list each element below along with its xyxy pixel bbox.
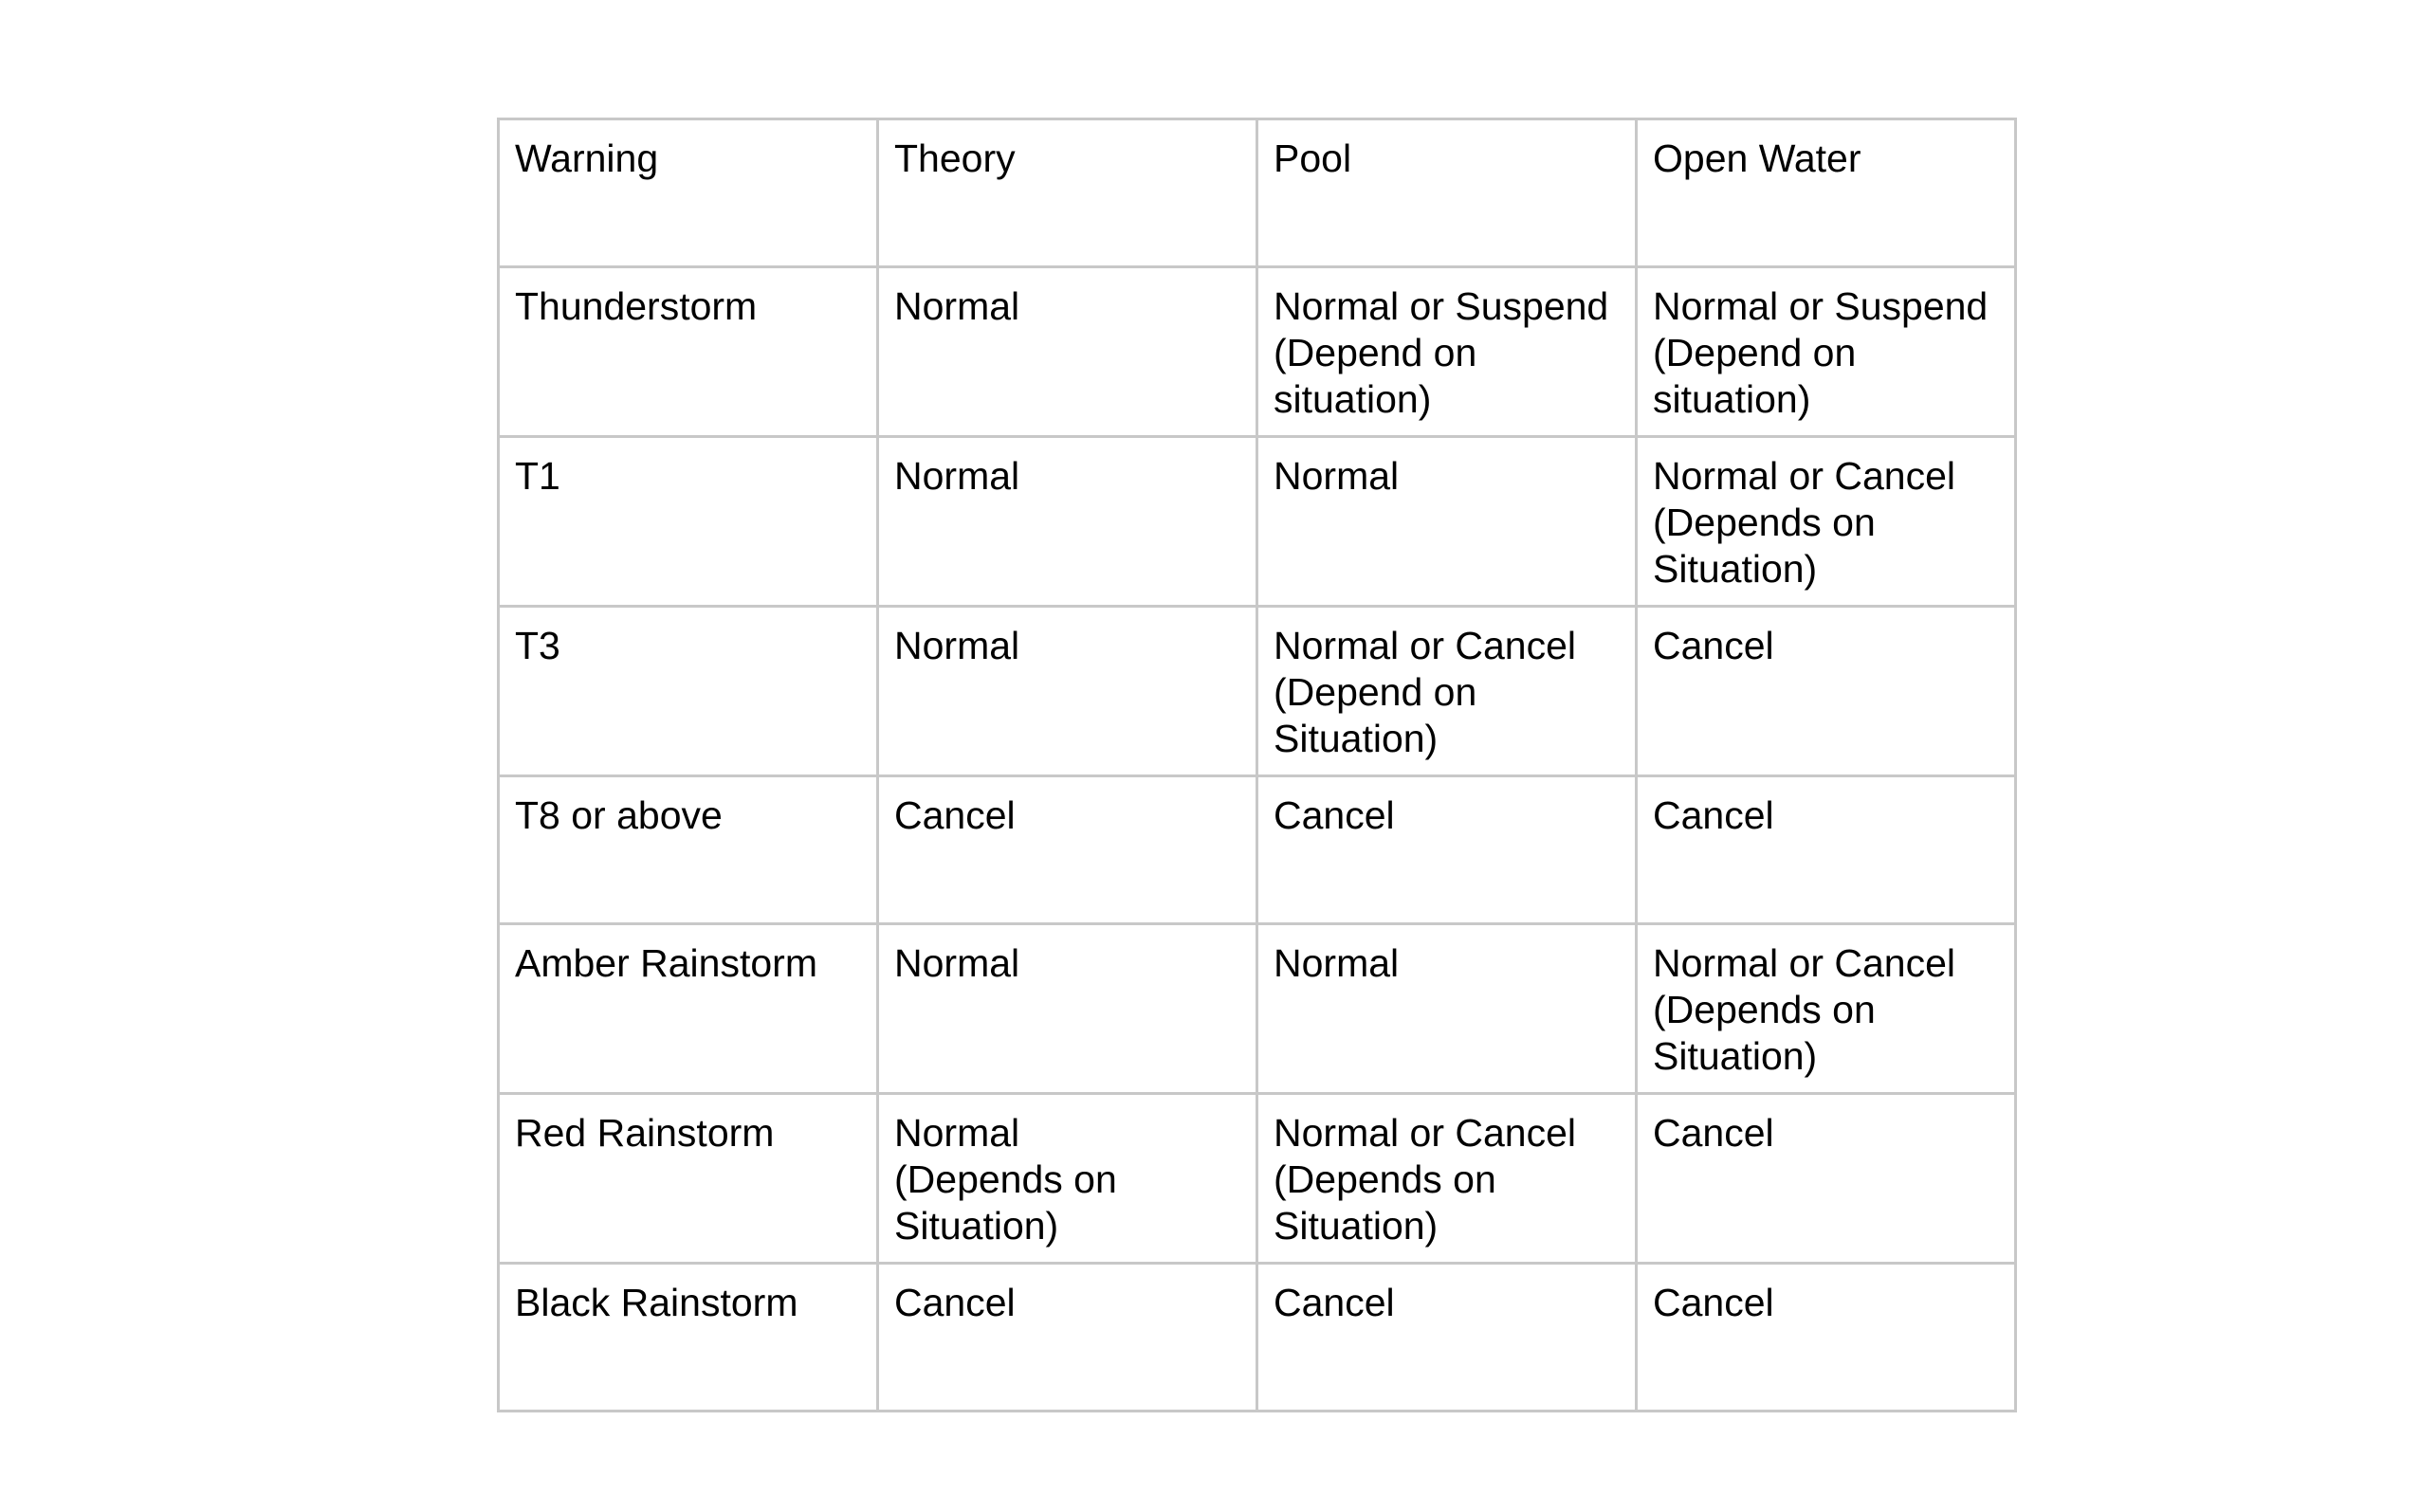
table-container [497, 118, 2017, 1412]
row-warning-cell: Red Rainstorm [499, 1094, 878, 1264]
table-row [499, 1094, 2016, 1264]
row-warning-cell: T1 [499, 437, 878, 607]
table-row [499, 924, 2016, 1094]
row-pool-cell: Cancel [1257, 1264, 1637, 1412]
header-cell-pool: Pool [1257, 119, 1637, 267]
row-pool-cell: Normal or Cancel (Depend on Situation) [1257, 607, 1637, 776]
header-cell-warning: Warning [499, 119, 878, 267]
row-warning-cell: T3 [499, 607, 878, 776]
row-pool-cell: Normal [1257, 437, 1637, 607]
row-warning-cell: Black Rainstorm [499, 1264, 878, 1412]
table-row [499, 437, 2016, 607]
table-row [499, 1264, 2016, 1412]
row-pool-cell: Cancel [1257, 776, 1637, 924]
row-open-water-cell: Normal or Suspend (Depend on situation) [1637, 267, 2016, 437]
row-open-water-cell: Cancel [1637, 776, 2016, 924]
row-open-water-cell: Cancel [1637, 1264, 2016, 1412]
row-theory-cell: Normal [878, 924, 1257, 1094]
row-open-water-cell: Cancel [1637, 1094, 2016, 1264]
row-warning-cell: Amber Rainstorm [499, 924, 878, 1094]
row-warning-cell: Thunderstorm [499, 267, 878, 437]
row-theory-cell: Normal [878, 437, 1257, 607]
row-theory-cell: Normal [878, 607, 1257, 776]
table-row [499, 776, 2016, 924]
header-cell-open-water: Open Water [1637, 119, 2016, 267]
row-theory-cell: Normal (Depends on Situation) [878, 1094, 1257, 1264]
weather-warning-table [497, 118, 2017, 1412]
table-row [499, 267, 2016, 437]
row-open-water-cell: Normal or Cancel (Depends on Situation) [1637, 437, 2016, 607]
row-pool-cell: Normal or Suspend (Depend on situation) [1257, 267, 1637, 437]
row-open-water-cell: Cancel [1637, 607, 2016, 776]
row-open-water-cell: Normal or Cancel (Depends on Situation) [1637, 924, 2016, 1094]
row-theory-cell: Cancel [878, 1264, 1257, 1412]
row-pool-cell: Normal or Cancel (Depends on Situation) [1257, 1094, 1637, 1264]
row-pool-cell: Normal [1257, 924, 1637, 1094]
row-theory-cell: Cancel [878, 776, 1257, 924]
table-header-row [499, 119, 2016, 267]
header-cell-theory: Theory [878, 119, 1257, 267]
row-warning-cell: T8 or above [499, 776, 878, 924]
row-theory-cell: Normal [878, 267, 1257, 437]
table-row [499, 607, 2016, 776]
